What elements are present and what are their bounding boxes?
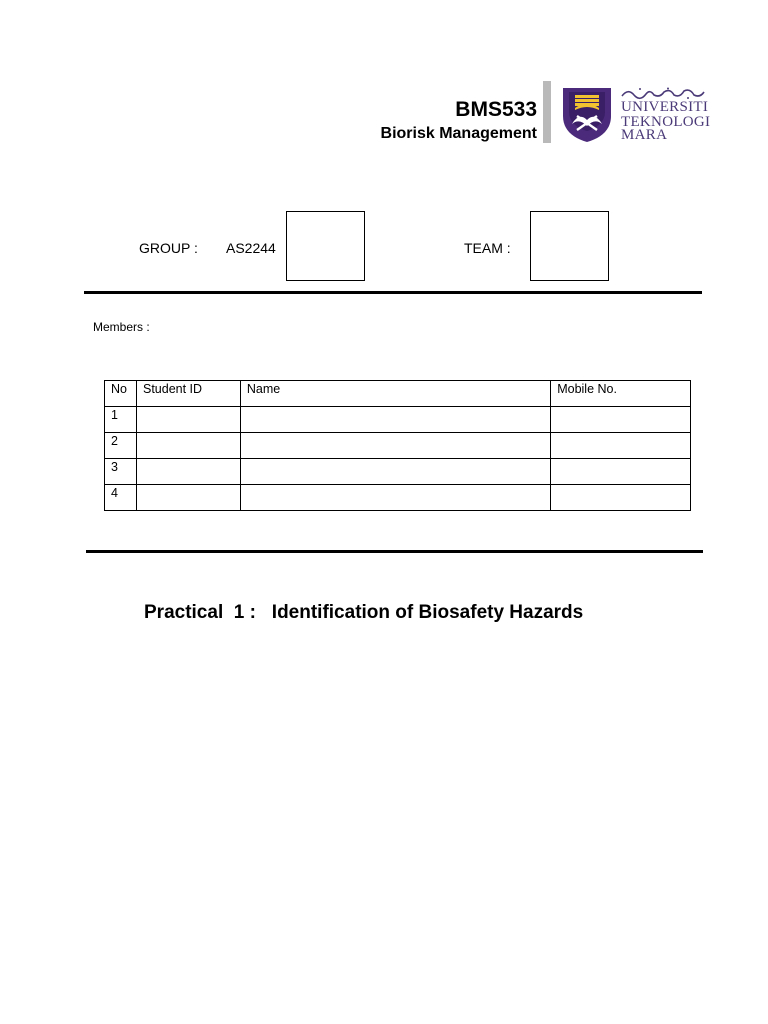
student-id-cell[interactable] [136,407,240,433]
team-label: TEAM : [464,240,511,256]
group-value: AS2244 [226,240,276,256]
row-number: 3 [105,459,137,485]
top-divider [84,291,702,294]
mobile-cell[interactable] [551,407,691,433]
group-label: GROUP : [139,240,198,256]
student-id-cell[interactable] [136,485,240,511]
mobile-cell[interactable] [551,459,691,485]
student-id-cell[interactable] [136,459,240,485]
row-number: 1 [105,407,137,433]
university-name-line2: TEKNOLOGI [621,114,711,130]
table-row [105,433,691,459]
table-header-row [105,381,691,407]
group-box[interactable] [286,211,365,281]
bottom-divider [86,550,703,553]
mobile-cell[interactable] [551,433,691,459]
name-cell[interactable] [240,485,550,511]
members-label: Members : [93,320,150,334]
name-cell[interactable] [240,459,550,485]
name-cell[interactable] [240,407,550,433]
course-code: BMS533 [455,98,537,121]
header-divider [543,81,551,143]
row-number: 2 [105,433,137,459]
mobile-cell[interactable] [551,485,691,511]
university-crest-icon [561,86,613,144]
name-cell[interactable] [240,433,550,459]
column-header-no: No [105,381,137,407]
column-header-name: Name [240,381,550,407]
table-row [105,459,691,485]
members-table [104,380,691,511]
column-header-student-id: Student ID [136,381,240,407]
practical-title: Practical 1 : Identification of Biosafety Hazards [144,602,584,623]
course-name: Biorisk Management [380,125,537,142]
university-name-line3: MARA [621,127,668,143]
university-name-line1: UNIVERSITI [621,99,709,115]
student-id-cell[interactable] [136,433,240,459]
team-box[interactable] [530,211,609,281]
row-number: 4 [105,485,137,511]
table-row [105,485,691,511]
table-row [105,407,691,433]
jawi-script-icon [620,86,706,100]
column-header-mobile: Mobile No. [551,381,691,407]
